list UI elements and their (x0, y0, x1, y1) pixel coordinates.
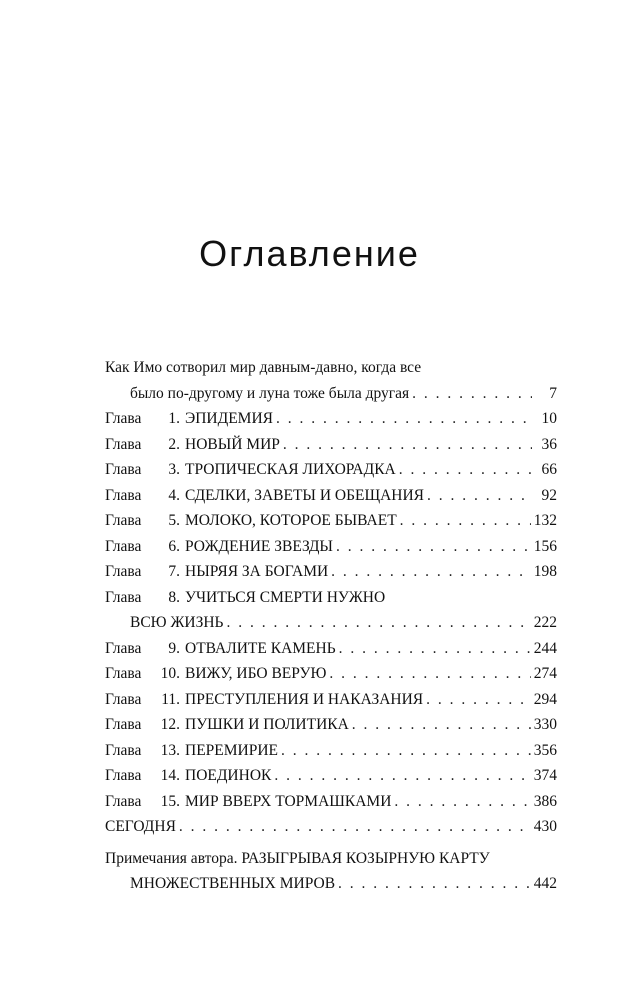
chapter-title: СДЕЛКИ, ЗАВЕТЫ И ОБЕЩАНИЯ (185, 486, 425, 504)
dot-leader (352, 712, 531, 738)
page-number: 66 (541, 461, 557, 478)
toc-entry-prologue[interactable] (105, 381, 557, 407)
page-number: 7 (549, 384, 557, 402)
page-number: 222 (533, 614, 557, 631)
toc-entry-prologue-title2: было по-другому и луна тоже была другая (130, 384, 410, 402)
dot-leader (336, 534, 531, 560)
dot-leader (331, 559, 531, 585)
chapter-title: НОВЫЙ МИР (185, 435, 280, 453)
toc-entry-chapter-5[interactable] (105, 508, 557, 534)
toc-entry-chapter-10[interactable] (105, 661, 557, 687)
chapter-word: Глава (105, 716, 142, 733)
chapter-number: 3. (168, 461, 180, 478)
chapter-word: Глава (105, 512, 142, 529)
dot-leader (281, 738, 531, 764)
chapter-number: 1. (168, 410, 180, 427)
toc-entry-chapter-1[interactable] (105, 406, 557, 432)
page-number: 132 (533, 512, 557, 529)
dot-leader (179, 814, 531, 840)
toc-entry-chapter-8[interactable] (105, 610, 557, 636)
page-number: 430 (533, 818, 557, 835)
chapter-title-continued: ВСЮ ЖИЗНЬ (130, 614, 224, 631)
page-number: 294 (533, 690, 557, 708)
toc-entry-chapter-8-line1 (105, 585, 557, 611)
dot-leader (276, 406, 532, 432)
dot-leader (329, 661, 530, 687)
toc-entry-notes-title: Примечания автора. РАЗЫГРЫВАЯ КОЗЫРНУЮ КАРТУ (105, 849, 490, 867)
dot-leader (274, 763, 530, 789)
toc-entry-chapter-13[interactable] (105, 738, 557, 764)
page-number: 330 (533, 716, 557, 733)
chapter-title: РОЖДЕНИЕ ЗВЕЗДЫ (185, 537, 333, 555)
toc-entry-prologue-line1 (105, 355, 557, 381)
chapter-title: МИР ВВЕРХ ТОРМАШКАМИ (185, 792, 392, 810)
chapter-title: ПОЕДИНОК (185, 767, 272, 784)
page-number: 374 (533, 767, 557, 784)
page-number: 156 (533, 537, 557, 555)
dot-leader (412, 381, 532, 407)
toc-entry-chapter-2[interactable] (105, 432, 557, 458)
chapter-word: Глава (105, 461, 142, 478)
chapter-title: ТРОПИЧЕСКАЯ ЛИХОРАДКА (185, 461, 396, 478)
chapter-word: Глава (105, 563, 142, 580)
chapter-word: Глава (105, 741, 142, 759)
toc-entry-chapter-7[interactable] (105, 559, 557, 585)
chapter-title: УЧИТЬСЯ СМЕРТИ НУЖНО (185, 588, 386, 606)
chapter-word: Глава (105, 792, 142, 810)
chapter-word: Глава (105, 639, 142, 657)
toc-entry-chapter-12[interactable] (105, 712, 557, 738)
chapter-number: 10. (160, 665, 180, 682)
toc-entry-chapter-11[interactable] (105, 687, 557, 713)
chapter-number: 4. (168, 486, 180, 504)
chapter-number: 12. (160, 716, 180, 733)
chapter-number: 6. (168, 537, 180, 555)
chapter-word: Глава (105, 767, 142, 784)
chapter-title: ВИЖУ, ИБО ВЕРУЮ (185, 665, 327, 682)
dot-leader (426, 687, 531, 713)
dot-leader (283, 432, 532, 458)
chapter-number: 14. (160, 767, 180, 784)
toc-entry-today[interactable] (105, 814, 557, 840)
dot-leader (427, 483, 532, 509)
chapter-title: ПЕРЕМИРИЕ (185, 741, 279, 759)
dot-leader (400, 508, 531, 534)
page-number: 10 (541, 410, 557, 427)
toc-entry-chapter-6[interactable] (105, 534, 557, 560)
toc-entry-chapter-9[interactable] (105, 636, 557, 662)
page-number: 244 (533, 639, 557, 657)
toc-entry-chapter-4[interactable] (105, 483, 557, 509)
page-number: 274 (533, 665, 557, 682)
chapter-title: НЫРЯЯ ЗА БОГАМИ (185, 563, 329, 580)
page-number: 92 (541, 486, 557, 504)
toc-entry-notes-line1 (105, 846, 557, 872)
chapter-word: Глава (105, 588, 142, 606)
chapter-number: 13. (160, 741, 180, 759)
dot-leader (338, 871, 531, 897)
chapter-title: ПРЕСТУПЛЕНИЯ И НАКАЗАНИЯ (185, 690, 424, 708)
toc-entry-notes[interactable] (105, 871, 557, 897)
chapter-number: 11. (161, 690, 180, 708)
page-number: 356 (533, 741, 557, 759)
toc-entry-today-title: СЕГОДНЯ (105, 818, 176, 835)
chapter-number: 2. (168, 435, 180, 453)
toc-entry-prologue-title: Как Имо сотворил мир давным-давно, когда все (105, 359, 422, 376)
chapter-word: Глава (105, 665, 142, 682)
dot-leader (394, 789, 530, 815)
chapter-title: МОЛОКО, КОТОРОЕ БЫВАЕТ (185, 512, 397, 529)
dot-leader (339, 636, 531, 662)
chapter-word: Глава (105, 537, 142, 555)
toc-entry-chapter-14[interactable] (105, 763, 557, 789)
chapter-title: ОТВАЛИТЕ КАМЕНЬ (185, 639, 336, 657)
toc-entry-chapter-3[interactable] (105, 457, 557, 483)
page-title: Оглавление (199, 233, 420, 274)
chapter-word: Глава (105, 410, 142, 427)
page-number: 36 (541, 435, 557, 453)
chapter-number: 7. (168, 563, 180, 580)
page-number: 198 (533, 563, 557, 580)
table-of-contents (105, 355, 557, 897)
chapter-title: ПУШКИ И ПОЛИТИКА (185, 716, 349, 733)
chapter-word: Глава (105, 435, 142, 453)
toc-entry-chapter-15[interactable] (105, 789, 557, 815)
dot-leader (399, 457, 532, 483)
dot-leader (226, 610, 530, 636)
chapter-number: 5. (168, 512, 180, 529)
toc-entry-notes-title2: МНОЖЕСТВЕННЫХ МИРОВ (130, 875, 336, 892)
page-number: 386 (533, 792, 557, 810)
chapter-title: ЭПИДЕМИЯ (185, 410, 273, 427)
page-number: 442 (533, 875, 557, 892)
chapter-number: 15. (160, 792, 180, 810)
chapter-number: 9. (168, 639, 180, 657)
chapter-number: 8. (168, 588, 180, 606)
chapter-word: Глава (105, 486, 142, 504)
chapter-word: Глава (105, 690, 142, 708)
